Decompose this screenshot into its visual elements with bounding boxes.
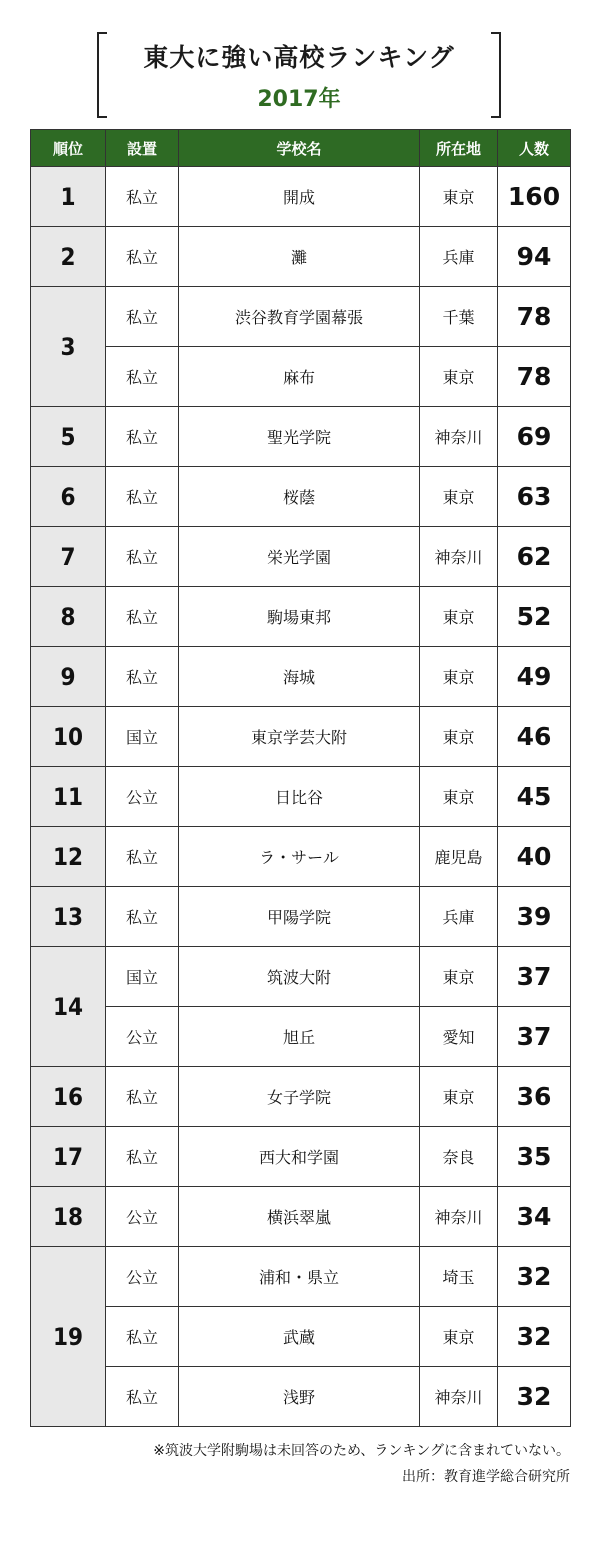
- type-cell: 私立: [106, 467, 179, 527]
- type-cell: 国立: [106, 947, 179, 1007]
- type-cell: 公立: [106, 1007, 179, 1067]
- school-cell: 聖光学院: [179, 407, 420, 467]
- rank-cell: 10: [31, 707, 106, 767]
- header-location: 所在地: [420, 130, 498, 167]
- count-cell: 35: [498, 1127, 571, 1187]
- type-cell: 私立: [106, 167, 179, 227]
- location-cell: 鹿児島: [420, 827, 498, 887]
- count-cell: 49: [498, 647, 571, 707]
- source-credit: 出所：教育進学総合研究所: [402, 1469, 570, 1485]
- rank-cell: 6: [31, 467, 106, 527]
- location-cell: 東京: [420, 1067, 498, 1127]
- type-cell: 私立: [106, 227, 179, 287]
- rank-cell: 9: [31, 647, 106, 707]
- header-school: 学校名: [179, 130, 420, 167]
- location-cell: 奈良: [420, 1127, 498, 1187]
- school-cell: 開成: [179, 167, 420, 227]
- school-cell: 栄光学園: [179, 527, 420, 587]
- school-cell: 東京学芸大附: [179, 707, 420, 767]
- title-frame: [97, 32, 501, 114]
- table-row: [31, 1007, 571, 1067]
- count-cell: 63: [498, 467, 571, 527]
- location-cell: 愛知: [420, 1007, 498, 1067]
- type-cell: 公立: [106, 1247, 179, 1307]
- count-cell: 34: [498, 1187, 571, 1247]
- school-cell: 旭丘: [179, 1007, 420, 1067]
- type-cell: 私立: [106, 887, 179, 947]
- type-cell: 私立: [106, 1067, 179, 1127]
- rank-cell: 12: [31, 827, 106, 887]
- count-cell: 37: [498, 1007, 571, 1067]
- type-cell: 公立: [106, 1187, 179, 1247]
- location-cell: 東京: [420, 1307, 498, 1367]
- school-cell: 日比谷: [179, 767, 420, 827]
- header-count: 人数: [498, 130, 571, 167]
- header-row: [31, 130, 571, 167]
- type-cell: 私立: [106, 1127, 179, 1187]
- school-cell: 甲陽学院: [179, 887, 420, 947]
- school-cell: ラ・サール: [179, 827, 420, 887]
- table-row: [31, 647, 571, 707]
- table-row: [31, 887, 571, 947]
- rank-cell: 18: [31, 1187, 106, 1247]
- school-cell: 浦和・県立: [179, 1247, 420, 1307]
- header-type: 設置: [106, 130, 179, 167]
- header-rank: 順位: [31, 130, 106, 167]
- location-cell: 東京: [420, 467, 498, 527]
- type-cell: 私立: [106, 827, 179, 887]
- location-cell: 東京: [420, 767, 498, 827]
- table-row: [31, 407, 571, 467]
- school-cell: 筑波大附: [179, 947, 420, 1007]
- count-cell: 32: [498, 1247, 571, 1307]
- location-cell: 神奈川: [420, 407, 498, 467]
- year-label: 2017年: [257, 87, 341, 112]
- location-cell: 兵庫: [420, 887, 498, 947]
- school-cell: 西大和学園: [179, 1127, 420, 1187]
- count-cell: 62: [498, 527, 571, 587]
- count-cell: 52: [498, 587, 571, 647]
- rank-cell: 13: [31, 887, 106, 947]
- rank-cell: 3: [31, 287, 106, 407]
- school-cell: 女子学院: [179, 1067, 420, 1127]
- location-cell: 兵庫: [420, 227, 498, 287]
- type-cell: 私立: [106, 587, 179, 647]
- count-cell: 78: [498, 347, 571, 407]
- school-cell: 桜蔭: [179, 467, 420, 527]
- footnote: ※筑波大学附駒場は未回答のため、ランキングに含まれていない。: [153, 1443, 570, 1459]
- table-row: [31, 1247, 571, 1307]
- school-cell: 浅野: [179, 1367, 420, 1427]
- rank-cell: 2: [31, 227, 106, 287]
- rank-cell: 7: [31, 527, 106, 587]
- count-cell: 78: [498, 287, 571, 347]
- table-row: [31, 1307, 571, 1367]
- table-row: [31, 587, 571, 647]
- type-cell: 私立: [106, 347, 179, 407]
- type-cell: 私立: [106, 1307, 179, 1367]
- type-cell: 私立: [106, 527, 179, 587]
- location-cell: 東京: [420, 587, 498, 647]
- school-cell: 渋谷教育学園幕張: [179, 287, 420, 347]
- table-row: [31, 827, 571, 887]
- school-cell: 麻布: [179, 347, 420, 407]
- location-cell: 千葉: [420, 287, 498, 347]
- count-cell: 32: [498, 1367, 571, 1427]
- type-cell: 私立: [106, 647, 179, 707]
- location-cell: 埼玉: [420, 1247, 498, 1307]
- count-cell: 39: [498, 887, 571, 947]
- rank-cell: 1: [31, 167, 106, 227]
- rank-cell: 16: [31, 1067, 106, 1127]
- location-cell: 東京: [420, 347, 498, 407]
- location-cell: 神奈川: [420, 527, 498, 587]
- school-cell: 駒場東邦: [179, 587, 420, 647]
- table-row: [31, 947, 571, 1007]
- location-cell: 東京: [420, 707, 498, 767]
- table-row: [31, 707, 571, 767]
- location-cell: 東京: [420, 647, 498, 707]
- count-cell: 69: [498, 407, 571, 467]
- location-cell: 神奈川: [420, 1367, 498, 1427]
- rank-cell: 5: [31, 407, 106, 467]
- table-row: [31, 287, 571, 347]
- school-cell: 横浜翠嵐: [179, 1187, 420, 1247]
- location-cell: 神奈川: [420, 1187, 498, 1247]
- count-cell: 40: [498, 827, 571, 887]
- count-cell: 94: [498, 227, 571, 287]
- type-cell: 公立: [106, 767, 179, 827]
- table-row: [31, 1127, 571, 1187]
- page-title: 東大に強い高校ランキング: [143, 43, 455, 72]
- table-row: [31, 1067, 571, 1127]
- count-cell: 45: [498, 767, 571, 827]
- ranking-table: [30, 129, 571, 1427]
- table-row: [31, 467, 571, 527]
- school-cell: 灘: [179, 227, 420, 287]
- school-cell: 武蔵: [179, 1307, 420, 1367]
- school-cell: 海城: [179, 647, 420, 707]
- rank-cell: 17: [31, 1127, 106, 1187]
- count-cell: 32: [498, 1307, 571, 1367]
- table-row: [31, 227, 571, 287]
- count-cell: 37: [498, 947, 571, 1007]
- count-cell: 160: [498, 167, 571, 227]
- table-row: [31, 167, 571, 227]
- count-cell: 36: [498, 1067, 571, 1127]
- table-row: [31, 1367, 571, 1427]
- table-row: [31, 767, 571, 827]
- location-cell: 東京: [420, 947, 498, 1007]
- rank-cell: 11: [31, 767, 106, 827]
- table-row: [31, 1187, 571, 1247]
- type-cell: 私立: [106, 1367, 179, 1427]
- table-row: [31, 347, 571, 407]
- rank-cell: 19: [31, 1247, 106, 1427]
- count-cell: 46: [498, 707, 571, 767]
- location-cell: 東京: [420, 167, 498, 227]
- rank-cell: 14: [31, 947, 106, 1067]
- type-cell: 私立: [106, 407, 179, 467]
- table-row: [31, 527, 571, 587]
- type-cell: 私立: [106, 287, 179, 347]
- rank-cell: 8: [31, 587, 106, 647]
- type-cell: 国立: [106, 707, 179, 767]
